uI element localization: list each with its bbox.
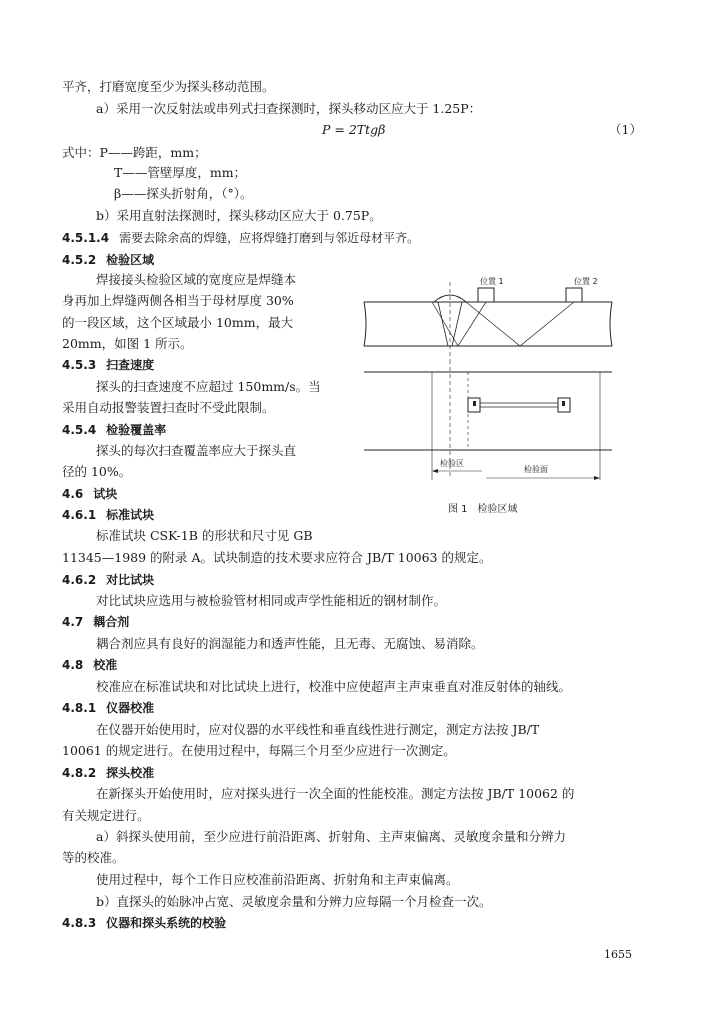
section-text: 需要去除余高的焊缝，应将焊缝打磨到与邻近母材平齐。: [119, 231, 420, 245]
text-line: 身再加上焊缝两侧各相当于母材厚度 30%: [62, 293, 294, 308]
section-title: 检验区域: [106, 253, 155, 267]
section-heading: [62, 230, 419, 246]
figure-caption: 图 1 检验区域: [448, 504, 518, 515]
text-line: 对比试块应选用与被检验管材相同或声学性能相近的钢材制作。: [96, 593, 447, 608]
text-line: 焊接接头检验区域的宽度应是焊缝本: [96, 272, 297, 287]
equation-number: （1）: [609, 122, 642, 137]
text-line: a）采用一次反射法或串列式扫查探测时，探头移动区应大于 1.25P：: [96, 101, 482, 116]
equation-formula: P = 2Ttgβ: [322, 122, 386, 137]
plate-break-left: [364, 302, 366, 346]
section-heading: [62, 657, 117, 673]
section-title: 探头校准: [106, 766, 155, 780]
text-line: 在仪器开始使用时，应对仪器的水平线性和垂直线性进行测定，测定方法按 JB/T: [96, 722, 540, 737]
section-number: 4.8.3: [62, 916, 97, 930]
section-title: 试块: [93, 487, 118, 501]
section-number: 4.7: [62, 615, 84, 629]
section-number: 4.8.2: [62, 766, 97, 780]
section-heading: [62, 507, 154, 523]
section-number: 4.5.3: [62, 358, 97, 372]
text-line: 10061 的规定进行。在使用过程中，每隔三个月至少应进行一次测定。: [62, 743, 456, 758]
text-line: 使用过程中，每个工作日应校准前沿距离、折射角和主声束偏离。: [96, 872, 459, 887]
plate-break-right: [610, 302, 612, 346]
section-number: 4.6.2: [62, 573, 97, 587]
section-number: 4.5.2: [62, 253, 97, 267]
text-line: 耦合剂应具有良好的润湿能力和透声性能，且无毒、无腐蚀、易消除。: [96, 636, 484, 651]
section-title: 仪器和探头系统的校验: [106, 916, 227, 930]
section-heading: [62, 486, 117, 502]
section-heading: [62, 915, 226, 931]
section-heading: [62, 357, 154, 373]
text-line: β——探头折射角，（°）。: [114, 186, 253, 201]
section-number: 4.5.4: [62, 423, 97, 437]
text-line: b）采用直射法探测时，探头移动区应大于 0.75P。: [96, 208, 382, 223]
text-line: 有关规定进行。: [62, 808, 150, 823]
text-line: 标准试块 CSK-1B 的形状和尺寸见 GB: [96, 528, 313, 543]
section-heading: [62, 700, 154, 716]
text-line: 等的校准。: [62, 850, 125, 865]
section-number: 4.8.1: [62, 701, 97, 715]
text-line: 20mm，如图 1 所示。: [62, 336, 193, 351]
section-number: 4.5.1.4: [62, 231, 110, 245]
section-heading: [62, 422, 166, 438]
probe-position-2: [566, 288, 582, 302]
text-line: 校准应在标准试块和对比试块上进行，校准中应使超声主声束垂直对准反射体的轴线。: [96, 679, 572, 694]
text-line: 采用自动报警装置扫查时不受此限制。: [62, 400, 275, 415]
text-line: 平齐，打磨宽度至少为探头移动范围。: [62, 79, 275, 94]
text-line: 的一段区域，这个区域最小 10mm，最大: [62, 315, 294, 330]
section-heading: [62, 765, 154, 781]
section-title: 检验覆盖率: [106, 423, 167, 437]
section-number: 4.6.1: [62, 508, 97, 522]
section-title: 扫查速度: [106, 358, 155, 372]
section-number: 4.8: [62, 658, 84, 672]
figure-drawing: [362, 268, 614, 518]
text-line: 径的 10%。: [62, 464, 132, 479]
section-title: 校准: [93, 658, 118, 672]
text-line: T——管壁厚度，mm；: [114, 165, 247, 180]
text-line: 式中：P——跨距，mm；: [62, 145, 207, 160]
weld-bevel-right: [452, 302, 462, 346]
section-heading: [62, 572, 154, 588]
weld-bevel-left: [438, 302, 448, 346]
section-title: 耦合剂: [93, 615, 130, 629]
section-title: 仪器校准: [106, 701, 155, 715]
text-line: a）斜探头使用前，至少应进行前沿距离、折射角、主声束偏离、灵敏度余量和分辨力: [96, 829, 566, 844]
dim-arrow: [432, 469, 438, 473]
text-line: 11345—1989 的附录 A。试块制造的技术要求应符合 JB/T 10063 的规定。: [62, 550, 492, 565]
section-heading: [62, 252, 154, 268]
probe-position-1: [478, 288, 494, 302]
beam-path-direct: [432, 302, 486, 346]
label-position-1: 位置 1: [480, 277, 504, 286]
section-number: 4.6: [62, 487, 84, 501]
section-title: 对比试块: [106, 573, 155, 587]
text-line: 在新探头开始使用时，应对探头进行一次全面的性能校准。测定方法按 JB/T 10062 的: [96, 786, 575, 801]
plan-probe-right-element: [562, 401, 565, 406]
section-heading: [62, 614, 129, 630]
label-position-2: 位置 2: [574, 277, 598, 286]
dim-arrow: [594, 476, 600, 480]
text-line: b）直探头的始脉冲占宽、灵敏度余量和分辨力应每隔一个月检查一次。: [96, 894, 492, 909]
label-inspection-zone: 检验区: [440, 459, 464, 468]
figure-inspection-zone: [362, 268, 614, 518]
text-line: 探头的扫查速度不应超过 150mm/s。当: [96, 379, 321, 394]
label-inspection-surface: 检验面: [524, 465, 548, 474]
section-title: 标准试块: [106, 508, 155, 522]
plan-probe-left-element: [473, 401, 476, 406]
page-number: 1655: [604, 948, 632, 961]
text-line: 探头的每次扫查覆盖率应大于探头直: [96, 443, 297, 458]
